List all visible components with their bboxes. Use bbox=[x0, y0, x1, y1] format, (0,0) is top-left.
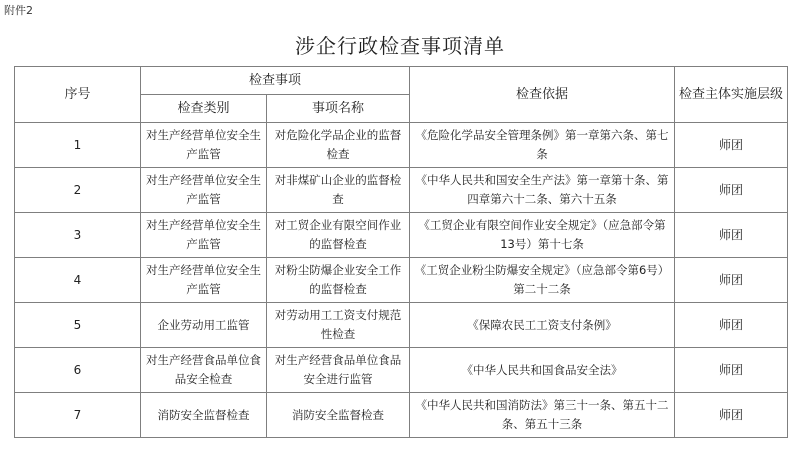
table-row bbox=[15, 213, 788, 258]
table-row bbox=[15, 393, 788, 438]
cell-level: 师团 bbox=[675, 258, 788, 303]
cell-seq: 5 bbox=[15, 303, 141, 348]
cell-basis: 《工贸企业粉尘防爆安全规定》（应急部令第6号）第二十二条 bbox=[410, 258, 675, 303]
attachment-label: 附件2 bbox=[4, 4, 33, 17]
cell-level: 师团 bbox=[675, 348, 788, 393]
cell-item-name: 对生产经营食品单位食品安全进行监管 bbox=[267, 348, 410, 393]
header-seq: 序号 bbox=[15, 67, 141, 123]
cell-basis: 《中华人民共和国安全生产法》第一章第十条、第四章第六十二条、第六十五条 bbox=[410, 168, 675, 213]
cell-basis: 《保障农民工工资支付条例》 bbox=[410, 303, 675, 348]
cell-basis: 《中华人民共和国食品安全法》 bbox=[410, 348, 675, 393]
cell-level: 师团 bbox=[675, 168, 788, 213]
cell-seq: 1 bbox=[15, 123, 141, 168]
cell-category: 对生产经营单位安全生产监管 bbox=[141, 213, 267, 258]
cell-item-name: 对危险化学品企业的监督检查 bbox=[267, 123, 410, 168]
cell-level: 师团 bbox=[675, 393, 788, 438]
cell-category: 企业劳动用工监管 bbox=[141, 303, 267, 348]
cell-seq: 7 bbox=[15, 393, 141, 438]
cell-seq: 2 bbox=[15, 168, 141, 213]
cell-basis: 《工贸企业有限空间作业安全规定》（应急部令第13号）第十七条 bbox=[410, 213, 675, 258]
header-basis: 检查依据 bbox=[410, 67, 675, 123]
cell-item-name: 对工贸企业有限空间作业的监督检查 bbox=[267, 213, 410, 258]
cell-seq: 6 bbox=[15, 348, 141, 393]
table-row bbox=[15, 123, 788, 168]
page-title: 涉企行政检查事项清单 bbox=[295, 34, 505, 58]
cell-category: 对生产经营单位安全生产监管 bbox=[141, 258, 267, 303]
header-items-group: 检查事项 bbox=[141, 67, 410, 95]
header-level: 检查主体实施层级 bbox=[675, 67, 788, 123]
table-row bbox=[15, 348, 788, 393]
cell-level: 师团 bbox=[675, 303, 788, 348]
inspection-table bbox=[14, 66, 788, 438]
cell-seq: 4 bbox=[15, 258, 141, 303]
cell-item-name: 对非煤矿山企业的监督检查 bbox=[267, 168, 410, 213]
cell-item-name: 对粉尘防爆企业安全工作的监督检查 bbox=[267, 258, 410, 303]
header-item-name: 事项名称 bbox=[267, 95, 410, 123]
cell-basis: 《危险化学品安全管理条例》第一章第六条、第七条 bbox=[410, 123, 675, 168]
header-category: 检查类别 bbox=[141, 95, 267, 123]
cell-level: 师团 bbox=[675, 213, 788, 258]
cell-basis: 《中华人民共和国消防法》第三十一条、第五十二条、第五十三条 bbox=[410, 393, 675, 438]
cell-item-name: 消防安全监督检查 bbox=[267, 393, 410, 438]
cell-level: 师团 bbox=[675, 123, 788, 168]
cell-category: 消防安全监督检查 bbox=[141, 393, 267, 438]
cell-category: 对生产经营食品单位食品安全检查 bbox=[141, 348, 267, 393]
table-row bbox=[15, 168, 788, 213]
cell-item-name: 对劳动用工工资支付规范性检查 bbox=[267, 303, 410, 348]
table-row bbox=[15, 303, 788, 348]
table-row bbox=[15, 258, 788, 303]
cell-seq: 3 bbox=[15, 213, 141, 258]
cell-category: 对生产经营单位安全生产监管 bbox=[141, 123, 267, 168]
cell-category: 对生产经营单位安全生产监管 bbox=[141, 168, 267, 213]
